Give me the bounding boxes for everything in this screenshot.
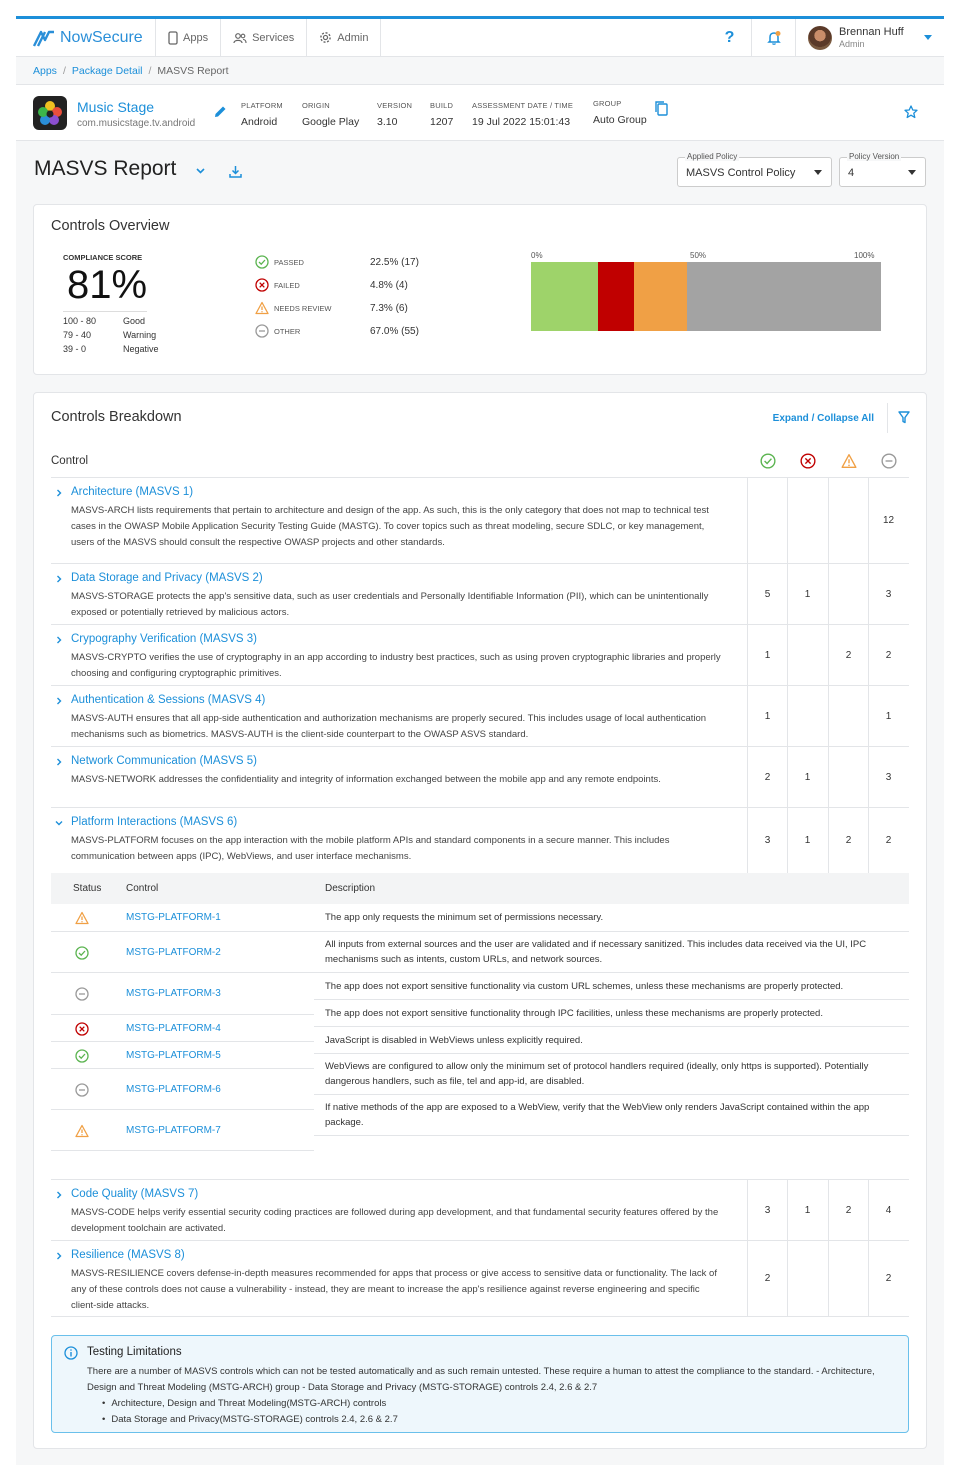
- controls-breakdown-card: [33, 392, 927, 1449]
- row-description: MASVS-CRYPTO verifies the use of cryptography in an app according to industry best practices, such as using proven cryptographic libraries and properly choosing and configuring cryptographic primitives.: [71, 652, 721, 679]
- chevron-right-icon[interactable]: [55, 758, 63, 766]
- minus-circle-icon: [75, 987, 89, 1001]
- avatar: [808, 26, 832, 50]
- table-row[interactable]: [51, 973, 314, 1015]
- breadcrumb-apps[interactable]: Apps: [33, 64, 57, 77]
- legend-good: 100 - 80 Good: [63, 316, 146, 326]
- table-row[interactable]: [51, 1069, 314, 1110]
- list-item: • Architecture, Design and Threat Modeling(MSTG-ARCH) controls: [102, 1396, 398, 1412]
- nav-services-label: Services: [252, 31, 295, 44]
- caret-down-icon: [908, 170, 916, 175]
- bar-segment-other: [687, 262, 881, 331]
- meta-assessment-date: ASSESSMENT DATE / TIME 19 Jul 2022 15:01:43: [472, 101, 574, 128]
- warning-triangle-icon: [75, 1124, 89, 1138]
- row-count: 2: [747, 1241, 787, 1316]
- status-icon: [75, 987, 89, 1006]
- meta-origin: ORIGIN Google Play: [302, 101, 360, 128]
- breakdown-row[interactable]: [51, 807, 909, 873]
- chevron-right-icon[interactable]: [55, 489, 63, 497]
- breadcrumb-current: MASVS Report: [157, 64, 229, 77]
- row-count: 5: [747, 564, 787, 624]
- info-icon: [64, 1346, 78, 1360]
- bar-segment-needs-review: [634, 262, 687, 331]
- x-circle-icon: [75, 1022, 89, 1036]
- filter-icon[interactable]: [898, 411, 910, 424]
- control-description: The app does not export sensitive functionality via custom URL schemes, unless these mechanisms are properly protected.: [314, 973, 909, 1000]
- platform-controls-table: [51, 873, 909, 1136]
- row-count: [787, 1241, 827, 1316]
- app-name[interactable]: Music Stage: [77, 99, 155, 115]
- row-count: 2: [828, 1180, 868, 1240]
- row-count: [828, 686, 868, 746]
- control-link[interactable]: MSTG-PLATFORM-6: [126, 1084, 221, 1095]
- row-description: MASVS-AUTH ensures that all app-side authentication and authorization mechanisms are properly secured. This includes usage of local authentication mechanisms such as biometrics. MASVS-AUTH is the client-side counterpart to the OWASP ASVS standard.: [71, 713, 707, 740]
- stat-passed: PASSED 22.5% (17): [255, 255, 419, 269]
- row-count: [747, 478, 787, 563]
- row-count: 12: [868, 478, 908, 563]
- row-title[interactable]: Code Quality (MASVS 7): [71, 1188, 199, 1200]
- user-menu[interactable]: [796, 19, 944, 56]
- table-row[interactable]: [51, 932, 314, 973]
- review-column-icon: [841, 453, 857, 469]
- breakdown-row[interactable]: [51, 477, 909, 563]
- user-role: Admin: [839, 39, 865, 49]
- row-divider: [51, 1316, 909, 1317]
- row-title[interactable]: Crypography Verification (MASVS 3): [71, 633, 257, 645]
- row-count: 2: [828, 625, 868, 685]
- breakdown-row[interactable]: [51, 685, 909, 746]
- chevron-right-icon[interactable]: [55, 575, 63, 583]
- copy-icon[interactable]: [654, 100, 668, 116]
- logo[interactable]: [16, 19, 156, 56]
- report-title: MASVS Report: [34, 157, 177, 180]
- row-count: 3: [868, 564, 908, 624]
- status-icon: [75, 1049, 89, 1068]
- list-item: • Data Storage and Privacy(MSTG-STORAGE) controls 2.4, 2.6 & 2.7: [102, 1412, 398, 1428]
- row-count: [828, 564, 868, 624]
- stat-failed: FAILED 4.8% (4): [255, 278, 408, 292]
- sub-table-header: Status Control Description: [51, 873, 909, 904]
- control-link[interactable]: MSTG-PLATFORM-7: [126, 1125, 221, 1136]
- table-row[interactable]: [51, 1042, 314, 1069]
- table-row[interactable]: [51, 1015, 314, 1042]
- compliance-score-label: COMPLIANCE SCORE: [63, 253, 143, 262]
- row-count: 2: [868, 808, 908, 873]
- row-count: [787, 478, 827, 563]
- legend-negative: 39 - 0 Negative: [63, 344, 159, 354]
- other-column-icon: [881, 453, 897, 469]
- chevron-right-icon[interactable]: [55, 1191, 63, 1199]
- app-frame: [16, 16, 944, 1465]
- star-icon[interactable]: [904, 105, 918, 119]
- help-button[interactable]: ?: [708, 19, 752, 56]
- chevron-right-icon[interactable]: [55, 697, 63, 705]
- gear-icon: [319, 31, 332, 44]
- minus-circle-icon: [75, 1083, 89, 1097]
- row-count: 1: [747, 686, 787, 746]
- breakdown-row[interactable]: [51, 1179, 909, 1240]
- meta-version: VERSION 3.10: [377, 101, 413, 128]
- breakdown-row[interactable]: [51, 1240, 909, 1316]
- users-icon: [233, 32, 247, 44]
- check-circle-icon: [75, 1049, 89, 1063]
- stat-other: OTHER 67.0% (55): [255, 324, 419, 338]
- nav-admin-label: Admin: [337, 31, 369, 44]
- row-count: 3: [868, 747, 908, 807]
- row-count: [828, 747, 868, 807]
- row-title[interactable]: Network Communication (MASVS 5): [71, 755, 257, 767]
- overview-title: Controls Overview: [51, 218, 170, 234]
- caret-down-icon: [814, 170, 822, 175]
- legend-warning: 79 - 40 Warning: [63, 330, 157, 340]
- control-description: WebViews are configured to allow only the minimum set of protocol handlers required (ideally, only https is supported). Potentially dangerous handlers, such as file, tel and app-id, are disabled.: [314, 1054, 909, 1095]
- stat-needs-review: NEEDS REVIEW 7.3% (6): [255, 301, 408, 315]
- meta-group: GROUP Auto Group: [593, 99, 647, 126]
- control-description: The app only requests the minimum set of permissions necessary.: [314, 904, 909, 932]
- row-count: 4: [868, 1180, 908, 1240]
- chevron-down-icon[interactable]: [55, 819, 63, 827]
- minus-circle-icon: [255, 324, 269, 338]
- control-description: JavaScript is disabled in WebViews unless explicitly required.: [314, 1027, 909, 1054]
- top-nav: [16, 19, 944, 57]
- limitations-title: Testing Limitations: [87, 1346, 182, 1358]
- row-description: MASVS-CODE helps verify essential security coding practices are followed during app development, and that fundamental security features offered by the development toolchain are activated.: [71, 1207, 719, 1234]
- row-description: MASVS-RESILIENCE covers defense-in-depth measures recommended for apps that process or give access to sensitive data or functionality. The lack of any of these controls does not cause a vulnerability - instead, they are meant to increase the app's resilience against reverse engineering and specific client-side attacks.: [71, 1268, 717, 1311]
- nav-apps-label: Apps: [183, 31, 209, 44]
- bar-tick-100: 100%: [854, 251, 875, 260]
- download-icon[interactable]: [229, 165, 242, 178]
- report-chevron-down-icon[interactable]: [196, 168, 205, 174]
- bar-tick-50: 50%: [690, 251, 707, 260]
- control-link[interactable]: MSTG-PLATFORM-3: [126, 988, 221, 999]
- status-icon: [75, 946, 89, 965]
- row-title[interactable]: Architecture (MASVS 1): [71, 486, 194, 498]
- status-bar: [531, 262, 881, 331]
- status-icon: [75, 1022, 89, 1041]
- control-description: If native methods of the app are exposed to a WebView, verify that the WebView only renders JavaScript contained within the app package.: [314, 1095, 909, 1136]
- passed-column-icon: [760, 453, 776, 469]
- control-link[interactable]: MSTG-PLATFORM-1: [126, 912, 221, 923]
- status-icon: [75, 911, 89, 930]
- row-count: 1: [787, 564, 827, 624]
- status-icon: [75, 1083, 89, 1102]
- table-row[interactable]: [51, 1110, 314, 1151]
- row-count: 1: [787, 747, 827, 807]
- phone-icon: [168, 31, 178, 45]
- control-link[interactable]: MSTG-PLATFORM-2: [126, 947, 221, 958]
- meta-platform: PLATFORM Android: [241, 101, 283, 128]
- limitations-list: [102, 1396, 398, 1428]
- control-description: All inputs from external sources and the user are validated and if necessary sanitized. This includes data received via the UI, IPC mechanisms such as intents, custom URLs, and network sources.: [314, 932, 909, 973]
- row-count: 3: [747, 1180, 787, 1240]
- app-header: [16, 85, 944, 141]
- warning-triangle-icon: [75, 911, 89, 925]
- row-count: 3: [747, 808, 787, 873]
- flower-logo-icon: [33, 96, 67, 130]
- x-circle-icon: [255, 278, 269, 292]
- check-circle-icon: [255, 255, 269, 269]
- notifications-button[interactable]: [752, 19, 796, 56]
- row-count: 2: [868, 625, 908, 685]
- applied-policy-select[interactable]: Applied Policy MASVS Control Policy: [677, 157, 832, 187]
- nowsecure-logo-icon: [32, 28, 56, 48]
- bar-segment-failed: [598, 262, 635, 331]
- user-name: Brennan Huff: [839, 26, 904, 38]
- bell-icon: [766, 30, 782, 46]
- testing-limitations: [51, 1335, 909, 1433]
- app-package: com.musicstage.tv.android: [77, 118, 196, 129]
- chevron-right-icon[interactable]: [55, 1252, 63, 1260]
- breadcrumb: Apps / Package Detail / MASVS Report: [16, 57, 944, 85]
- row-count: 1: [787, 1180, 827, 1240]
- nav-apps[interactable]: [156, 19, 221, 56]
- status-icon: [75, 1124, 89, 1143]
- row-count: 2: [828, 808, 868, 873]
- policy-version-select[interactable]: Policy Version 4: [839, 157, 926, 187]
- breakdown-row[interactable]: [51, 624, 909, 685]
- limitations-body: There are a number of MASVS controls which can not be tested automatically and as such remain untested. These require a human to attest the compliance to the standard. - Architecture, Design and Threat Modeling (MSTG-ARCH) group - Data Storage and Privacy (MSTG-STORAGE) controls 2.4, 2.6 & 2.7: [87, 1366, 875, 1393]
- row-count: 1: [868, 686, 908, 746]
- row-count: 2: [868, 1241, 908, 1316]
- row-count: [787, 686, 827, 746]
- row-description: MASVS-NETWORK addresses the confidentiality and integrity of information exchanged between the mobile app and any remote endpoints.: [71, 774, 661, 785]
- control-column-header: Control: [51, 455, 89, 467]
- row-count: [828, 478, 868, 563]
- row-count: 1: [787, 808, 827, 873]
- bar-segment-passed: [531, 262, 598, 331]
- control-link[interactable]: MSTG-PLATFORM-4: [126, 1023, 221, 1034]
- expand-collapse-all[interactable]: Expand / Collapse All: [772, 413, 874, 424]
- app-icon: [33, 96, 67, 130]
- chevron-right-icon[interactable]: [55, 636, 63, 644]
- breadcrumb-package-detail[interactable]: Package Detail: [71, 64, 143, 77]
- chevron-down-icon: [924, 35, 932, 40]
- edit-icon[interactable]: [214, 105, 227, 118]
- control-link[interactable]: MSTG-PLATFORM-5: [126, 1050, 221, 1061]
- breakdown-row[interactable]: [51, 563, 909, 624]
- row-description: MASVS-STORAGE protects the app's sensitive data, such as user credentials and Personally Identifiable Information (PII), which can be unintentionally exposed or potentially retrieved by malicious actors.: [71, 591, 709, 618]
- row-description: MASVS-ARCH lists requirements that pertain to architecture and design of the app. As such, this is the only category that does not map to technical test cases in the OWASP Mobile Application Security Testing Guide (MASTG). To cover topics such as threat modeling, secure SDLC, or key management, users of the MASVS should consult the respective OWASP projects and other standards.: [71, 505, 709, 548]
- table-row[interactable]: [51, 904, 314, 932]
- row-title[interactable]: Data Storage and Privacy (MASVS 2): [71, 572, 263, 584]
- row-title[interactable]: Platform Interactions (MASVS 6): [71, 816, 238, 828]
- warning-triangle-icon: [255, 301, 269, 315]
- bar-tick-0: 0%: [531, 251, 543, 260]
- logo-text: NowSecure: [60, 28, 143, 46]
- control-description: The app does not export sensitive functionality through IPC facilities, unless these mechanisms are properly protected.: [314, 1000, 909, 1027]
- meta-build: BUILD 1207: [430, 101, 454, 128]
- row-title[interactable]: Resilience (MASVS 8): [71, 1249, 185, 1261]
- breakdown-title: Controls Breakdown: [51, 409, 182, 425]
- breakdown-row[interactable]: [51, 746, 909, 807]
- controls-overview-card: [33, 204, 927, 375]
- row-count: [787, 625, 827, 685]
- row-count: 1: [747, 625, 787, 685]
- row-title[interactable]: Authentication & Sessions (MASVS 4): [71, 694, 266, 706]
- failed-column-icon: [800, 453, 816, 469]
- row-count: 2: [747, 747, 787, 807]
- compliance-score: 81%: [67, 263, 148, 307]
- row-description: MASVS-PLATFORM focuses on the app interaction with the mobile platform APIs and standard components in a secure manner. This includes communication between apps (IPC), WebViews, and user interface mechanisms.: [71, 835, 670, 862]
- nav-services[interactable]: [221, 19, 307, 56]
- check-circle-icon: [75, 946, 89, 960]
- row-count: [828, 1241, 868, 1316]
- nav-admin[interactable]: [307, 19, 381, 56]
